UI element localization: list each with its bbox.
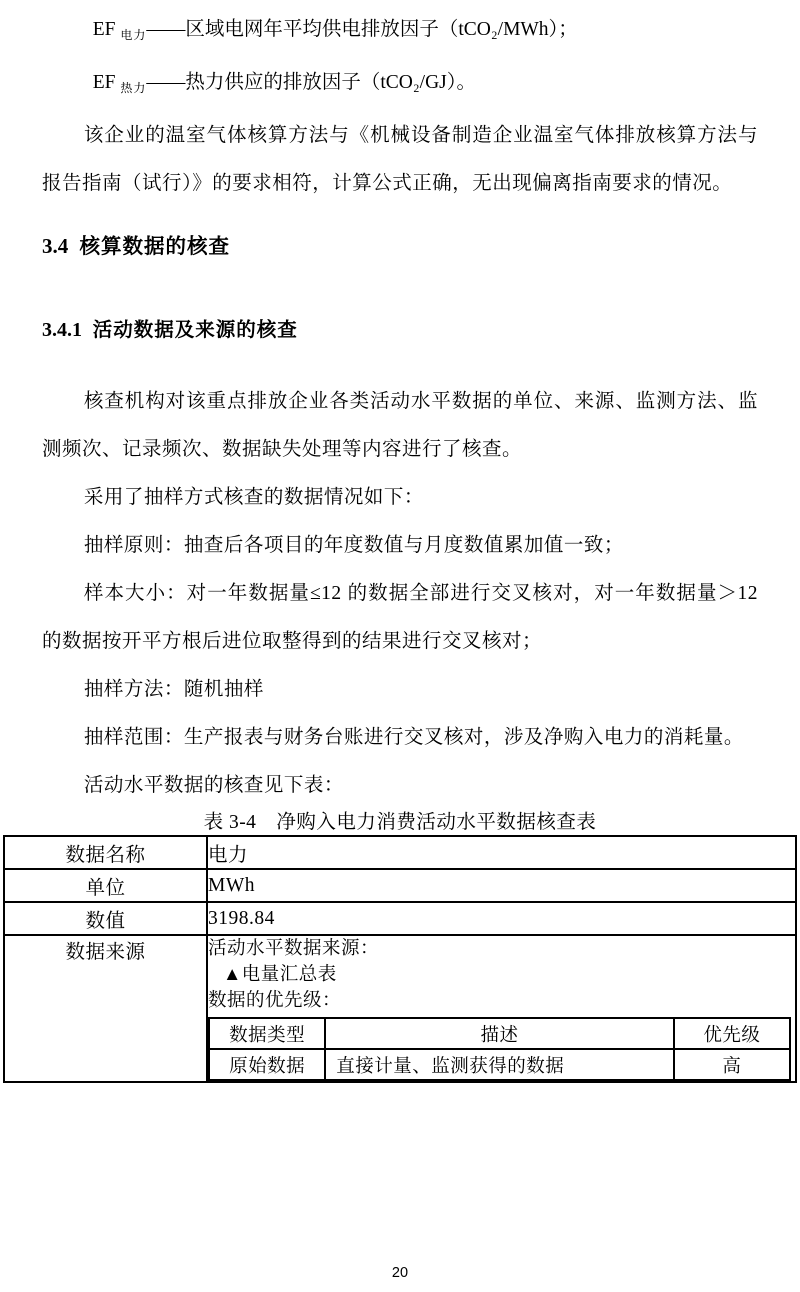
body-paragraph: 采用了抽样方式核查的数据情况如下： — [83, 487, 424, 508]
table-row-data-name — [4, 836, 796, 869]
ef-subscript-electricity: 电力 — [120, 28, 147, 42]
table-row-unit — [4, 869, 796, 902]
body-paragraph: 抽样方法：随机抽样 — [83, 679, 264, 700]
body-paragraph: 抽样范围：生产报表与财务台账进行交叉核对，涉及净购入电力的消耗量。 — [83, 727, 744, 748]
section-title: 核算数据的核查 — [79, 235, 231, 258]
formula-definition-electricity — [42, 6, 758, 59]
row-value: MWh — [207, 869, 796, 902]
source-line: 数据的优先级： — [208, 991, 342, 1011]
activity-data-verification-table — [3, 835, 797, 1083]
row-value: 3198.84 — [207, 902, 796, 935]
table-row-data-source — [4, 935, 796, 1082]
table-caption: 表 3-4 净购入电力消费活动水平数据核查表 — [203, 812, 597, 833]
priority-cell: 高 — [674, 1049, 790, 1080]
priority-table-header-row — [209, 1018, 790, 1049]
data-source-cell — [207, 935, 796, 1082]
definition-text: ——热力供应的排放因子（tCO₂/GJ）。 — [146, 72, 476, 93]
subsection-heading-3-4-1 — [42, 315, 758, 347]
page-number: 20 — [391, 1265, 409, 1281]
table-row-value — [4, 902, 796, 935]
priority-table-data-row — [209, 1049, 790, 1080]
row-label: 数据来源 — [4, 935, 207, 1082]
ef-symbol: EF — [92, 72, 116, 93]
formula-definition-heat — [42, 59, 758, 112]
data-priority-table — [208, 1017, 791, 1081]
description-cell: 直接计量、监测获得的数据 — [325, 1049, 674, 1080]
subsection-number: 3.4.1 — [42, 319, 82, 341]
column-header: 描述 — [325, 1018, 674, 1049]
section-number: 3.4 — [42, 234, 69, 258]
ef-symbol: EF — [92, 19, 116, 40]
definition-text: ——区域电网年平均供电排放因子（tCO₂/MWh）； — [146, 19, 578, 40]
ef-subscript-heat: 热力 — [120, 81, 147, 95]
row-value: 电力 — [207, 836, 796, 869]
data-type-cell: 原始数据 — [209, 1049, 325, 1080]
section-heading-3-4 — [42, 231, 758, 264]
body-paragraph: 活动水平数据的核查见下表： — [83, 775, 344, 796]
body-paragraph: 样本大小：对一年数据量≤12 的数据全部进行交叉核对，对一年数据量＞12 的数据按开平方根后进位取整得到的结果进行交叉核对； — [42, 583, 758, 652]
intro-paragraph: 该企业的温室气体核算方法与《机械设备制造企业温室气体排放核算方法与报告指南（试行）》的要求相符，计算公式正确，无出现偏离指南要求的情况。 — [42, 125, 758, 194]
source-line-item: ▲电量汇总表 — [223, 965, 337, 985]
source-line: 活动水平数据来源： — [208, 939, 380, 959]
body-paragraph: 核查机构对该重点排放企业各类活动水平数据的单位、来源、监测方法、监测频次、记录频次、数据缺失处理等内容进行了核查。 — [42, 391, 758, 460]
column-header: 数据类型 — [209, 1018, 325, 1049]
row-label: 数值 — [4, 902, 207, 935]
row-label: 数据名称 — [4, 836, 207, 869]
subsection-title: 活动数据及来源的核查 — [92, 319, 298, 341]
column-header: 优先级 — [674, 1018, 790, 1049]
row-label: 单位 — [4, 869, 207, 902]
body-paragraph: 抽样原则：抽查后各项目的年度数值与月度数值累加值一致； — [83, 535, 624, 556]
